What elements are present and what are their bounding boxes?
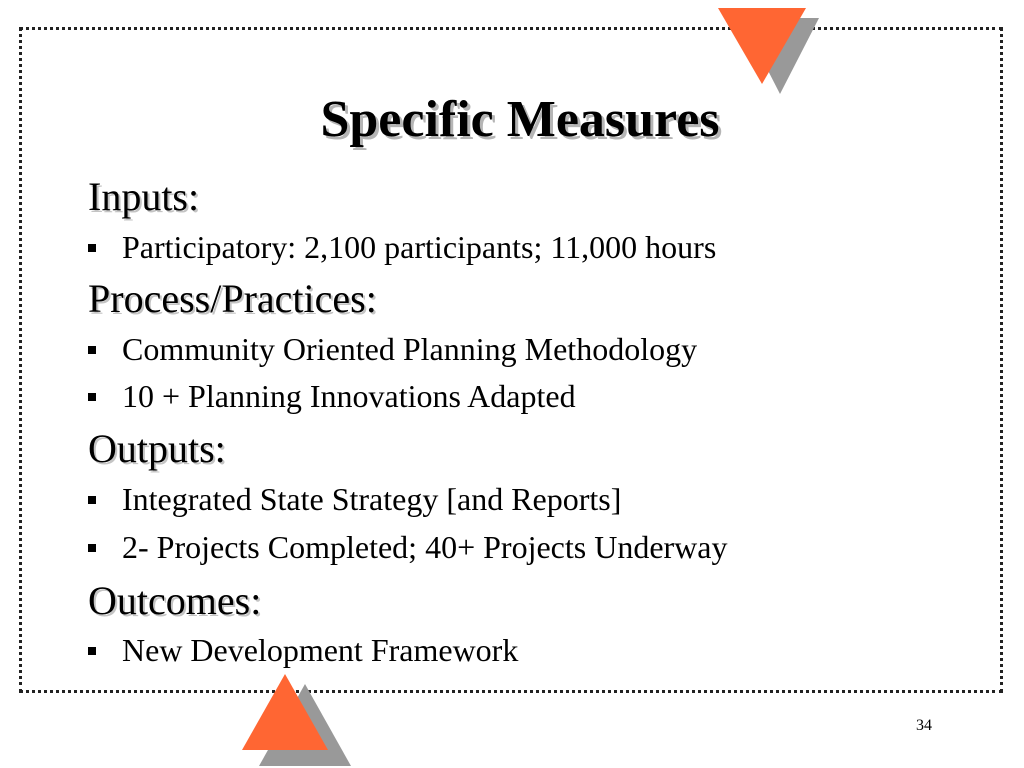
list-item-text: 2- Projects Completed; 40+ Projects Underway — [122, 529, 728, 565]
list-item-text: 10 + Planning Innovations Adapted — [122, 378, 576, 414]
list-item — [88, 480, 621, 518]
list-item-text: Community Oriented Planning Methodology — [122, 331, 698, 367]
list-item-text: New Development Framework — [122, 632, 519, 668]
list-item — [88, 330, 697, 368]
section-heading-outcomes: Outcomes: — [88, 578, 262, 623]
list-item-text: Participatory: 2,100 participants; 11,000 hours — [122, 229, 717, 265]
square-bullet-icon — [88, 244, 96, 252]
section-heading-outputs: Outputs: — [88, 426, 226, 471]
down-triangle-logo-icon — [715, 8, 825, 100]
list-item-text: Integrated State Strategy [and Reports] — [122, 481, 622, 517]
section-heading-process-practices: Process/Practices: — [88, 276, 377, 321]
square-bullet-icon — [88, 346, 96, 354]
list-item — [88, 631, 518, 669]
square-bullet-icon — [88, 647, 96, 655]
square-bullet-icon — [88, 544, 96, 552]
slide-title: Specific Measures — [320, 91, 720, 148]
square-bullet-icon — [88, 393, 96, 401]
list-item — [88, 528, 727, 566]
page-number: 34 — [916, 717, 932, 734]
list-item — [88, 377, 576, 415]
square-bullet-icon — [88, 496, 96, 504]
up-triangle-logo-icon — [238, 672, 358, 768]
section-heading-inputs: Inputs: — [88, 174, 200, 219]
list-item — [88, 228, 716, 266]
